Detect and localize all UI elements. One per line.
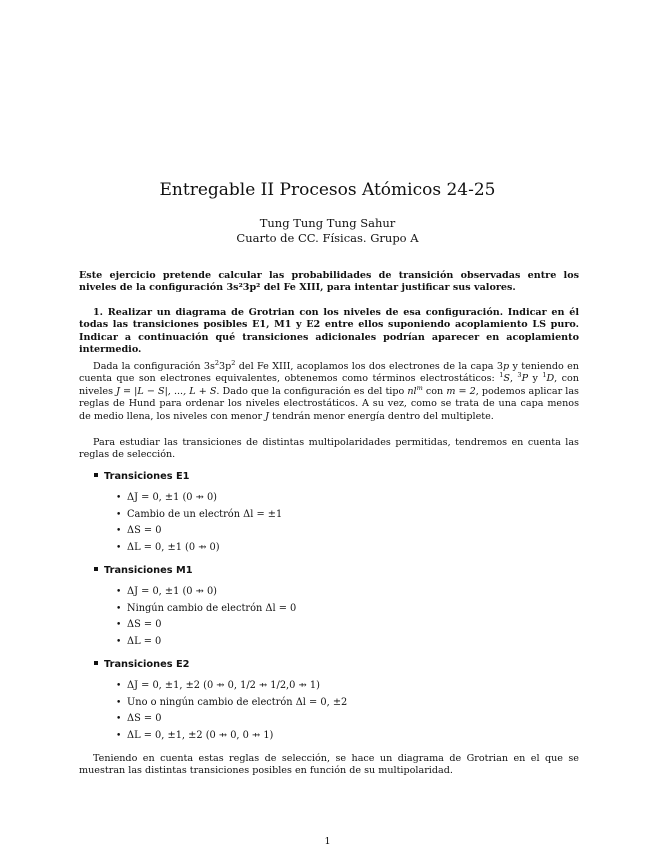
square-bullet-icon xyxy=(94,661,98,665)
section-e2-rules xyxy=(116,678,536,744)
bullet-icon: • xyxy=(116,697,122,708)
bullet-icon: • xyxy=(116,681,122,691)
list-item: • ΔJ = 0, ±1, ±2 (0 ⇸ 0, 1/2 ⇸ 1/2,0 ⇸ 1) xyxy=(116,678,536,695)
bullet-icon: • xyxy=(116,526,122,536)
square-bullet-icon xyxy=(94,567,98,571)
section-e1-title: Transiciones E1 xyxy=(94,471,189,482)
list-item: • ΔL = 0, ±1, ±2 (0 ⇸ 0, 0 ⇸ 1) xyxy=(116,728,536,745)
abstract xyxy=(79,270,579,295)
list-item: • Uno o ningún cambio de electrón Δl = 0, ±2 xyxy=(116,695,536,712)
paragraph-grotrian: Teniendo en cuenta estas reglas de selección, se hace un diagrama de Grotrian en el que se muestran las distintas transiciones posibles en función de su multipolaridad. xyxy=(79,753,579,777)
list-item: • Cambio de un electrón Δl = ±1 xyxy=(116,507,536,524)
section-e2-title: Transiciones E2 xyxy=(94,659,189,670)
bullet-icon: • xyxy=(116,587,122,597)
square-bullet-icon xyxy=(94,473,98,477)
bullet-icon: • xyxy=(116,542,122,553)
bullet-icon: • xyxy=(116,493,122,503)
paragraph-selection-rules: Para estudiar las transiciones de distintas multipolaridades permitidas, tendremos en cuenta las reglas de selección. xyxy=(79,437,579,461)
list-item: • ΔL = 0, ±1 (0 ⇸ 0) xyxy=(116,540,536,557)
document-title: Entregable II Procesos Atómicos 24-25 xyxy=(159,180,496,200)
abstract-configuration: 3s²3p² xyxy=(226,282,261,294)
abstract-text-1: Este ejercicio pretende calcular las probabilidades de transición observadas entre los niveles de la configuración xyxy=(79,270,579,294)
list-item: • ΔS = 0 xyxy=(116,617,536,634)
list-item: • ΔJ = 0, ±1 (0 ⇸ 0) xyxy=(116,584,536,601)
paragraph-configuration: Dada la configuración $3s^23p^2$ del Fe XIII, acoplamos los dos electrones de la capa 3p y teniendo en cuenta que son electrones equivalentes, obtenemos como términos electrostáticos: $^1$S, $^3$P y $^1$D, con niveles J = |L − S|, ..., L + S. Dado que la configuración es del tipo $nl^m$ con m = 2, podemos aplicar las reglas de Hund para ordenar los niveles electrostáticos. A su vez, como se trata de una capa menos de medio llena, los niveles con menor J tendrán menor energía dentro del multiplete. xyxy=(79,359,579,422)
author-name: Tung Tung Tung Sahur xyxy=(259,216,396,230)
list-item: • ΔL = 0 xyxy=(116,634,536,651)
bullet-icon: • xyxy=(116,620,122,630)
bullet-icon: • xyxy=(116,636,122,647)
section-m1-rules xyxy=(116,584,536,650)
bullet-icon: • xyxy=(116,730,122,741)
bullet-icon: • xyxy=(116,603,122,614)
list-item: • ΔJ = 0, ±1 (0 ⇸ 0) xyxy=(116,490,536,507)
abstract-text-2: del Fe XIII, para intentar justificar sus valores. xyxy=(260,282,516,294)
page-number: 1 xyxy=(324,836,331,847)
section-e1-rules xyxy=(116,490,536,556)
list-item: • Ningún cambio de electrón Δl = 0 xyxy=(116,601,536,618)
bullet-icon: • xyxy=(116,509,122,520)
question-1: 1. Realizar un diagrama de Grotrian con los niveles de esa configuración. Indicar en él todas las transiciones posibles E1, M1 y E2 entre ellos suponiendo acoplamiento LS puro. Indicar a continuación qué transiciones adicionales podrían aparecer en acoplamiento intermedio. xyxy=(79,307,579,356)
list-item: • ΔS = 0 xyxy=(116,711,536,728)
author-affiliation: Cuarto de CC. Físicas. Grupo A xyxy=(236,231,419,245)
author-block xyxy=(0,216,655,246)
section-m1-title: Transiciones M1 xyxy=(94,565,193,576)
list-item: • ΔS = 0 xyxy=(116,523,536,540)
bullet-icon: • xyxy=(116,714,122,724)
